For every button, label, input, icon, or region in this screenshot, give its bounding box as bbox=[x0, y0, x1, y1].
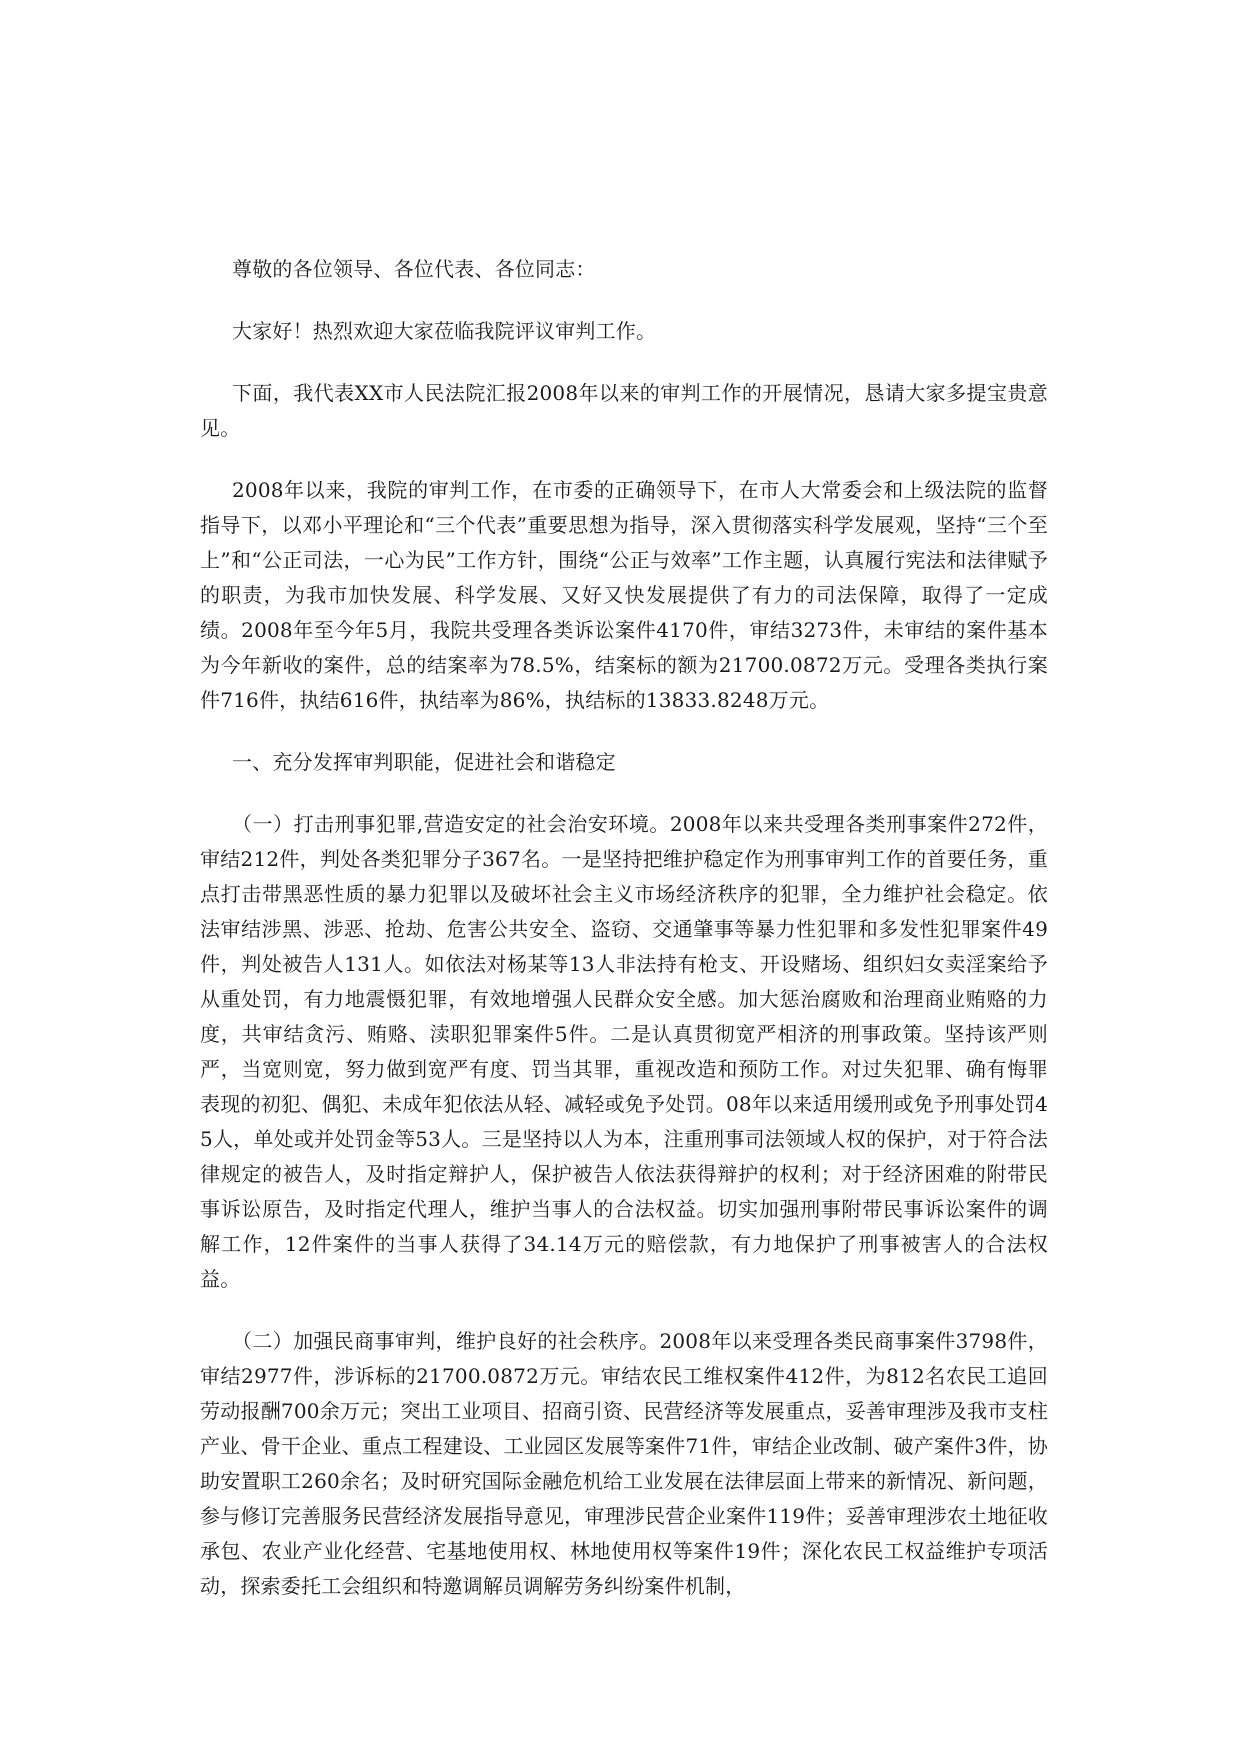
salutation-paragraph: 尊敬的各位领导、各位代表、各位同志： bbox=[232, 257, 596, 281]
greeting-paragraph: 大家好！热烈欢迎大家莅临我院评议审判工作。 bbox=[232, 319, 657, 343]
document-body bbox=[200, 252, 1048, 1631]
section-heading: 一、充分发挥审判职能，促进社会和谐稳定 bbox=[232, 750, 616, 774]
criminal-trial-paragraph: （一）打击刑事犯罪,营造安定的社会治安环境。2008年以来共受理各类刑事案件272件，审结212件，判处各类犯罪分子367名。一是坚持把维护稳定作为刑事审判工作的首要任务，重点打击带黑恶性质的暴力犯罪以及破坏社会主义市场经济秩序的犯罪，全力维护社会稳定。依法审结涉黑、涉恶、抢劫、危害公共安全、盗窃、交通肇事等暴力性犯罪和多发性犯罪案件49件，判处被告人131人。如依法对杨某等13人非法持有枪支、开设赌场、组织妇女卖淫案给予从重处罚，有力地震慑犯罪，有效地增强人民群众安全感。加大惩治腐败和治理商业贿赂的力度，共审结贪污、贿赂、渎职犯罪案件5件。二是认真贯彻宽严相济的刑事政策。坚持该严则严，当宽则宽，努力做到宽严有度、罚当其罪，重视改造和预防工作。对过失犯罪、确有悔罪表现的初犯、偶犯、未成年犯依法从轻、减轻或免予处罚。08年以来适用缓刑或免予刑事处罚45人，单处或并处罚金等53人。三是坚持以人为本，注重刑事司法领域人权的保护，对于符合法律规定的被告人，及时指定辩护人，保护被告人依法获得辩护的权利；对于经济困难的附带民事诉讼原告，及时指定代理人，维护当事人的合法权益。切实加强刑事附带民事诉讼案件的调解工作，12件案件的当事人获得了34.14万元的赔偿款，有力地保护了刑事被害人的合法权益。 bbox=[200, 812, 1048, 1291]
civil-commercial-paragraph: （二）加强民商事审判，维护良好的社会秩序。2008年以来受理各类民商事案件3798件，审结2977件，涉诉标的21700.0872万元。审结农民工维权案件412件，为812名农民工追回劳动报酬700余万元；突出工业项目、招商引资、民营经济等发展重点，妥善审理涉及我市支柱产业、骨干企业、重点工程建设、工业园区发展等案件71件，审结企业改制、破产案件3件，协助安置职工260余名；及时研究国际金融危机给工业发展在法律层面上带来的新情况、新问题，参与修订完善服务民营经济发展指导意见，审理涉民营企业案件119件；妥善审理涉农土地征收承包、农业产业化经营、宅基地使用权、林地使用权等案件19件；深化农民工权益维护专项活动，探索委托工会组织和特邀调解员调解劳务纠纷案件机制， bbox=[200, 1329, 1048, 1598]
summary-paragraph: 2008年以来，我院的审判工作，在市委的正确领导下，在市人大常委会和上级法院的监督指导下，以邓小平理论和“三个代表”重要思想为指导，深入贯彻落实科学发展观，坚持“三个至上”和“公正司法，一心为民”工作方针，围绕“公正与效率”工作主题，认真履行宪法和法律赋予的职责，为我市加快发展、科学发展、又好又快发展提供了有力的司法保障，取得了一定成绩。2008年至今年5月，我院共受理各类诉讼案件4170件，审结3273件，未审结的案件基本为今年新收的案件，总的结案率为78.5%，结案标的额为21700.0872万元。受理各类执行案件716件，执结616件，执结率为86%，执结标的13833.8248万元。 bbox=[200, 478, 1048, 712]
intro-paragraph: 下面，我代表XX市人民法院汇报2008年以来的审判工作的开展情况，恳请大家多提宝贵意见。 bbox=[200, 381, 1048, 440]
